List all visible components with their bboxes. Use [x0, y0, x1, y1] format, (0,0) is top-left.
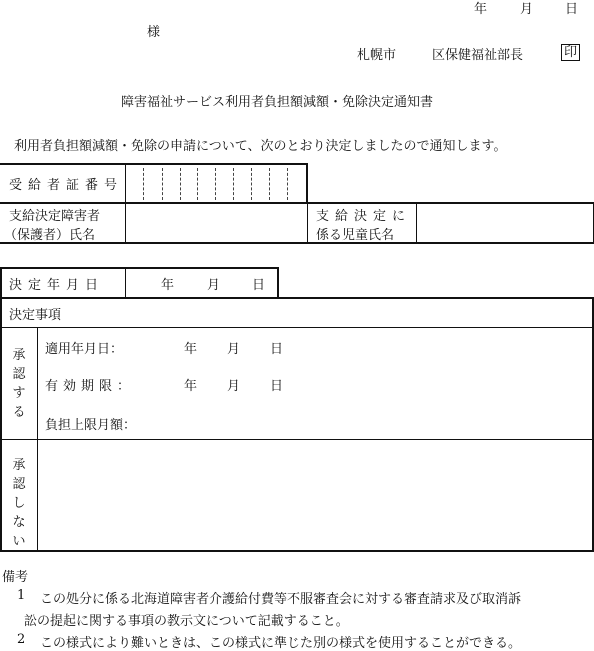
valid-year-label: 年 — [184, 379, 198, 394]
note2-text: この様式により難いときは、この様式に準じた別の様式を使用することができる。 — [40, 636, 522, 651]
decision-month-label: 月 — [207, 278, 221, 293]
holder-name-label-line2: （保護者）氏名 — [4, 228, 96, 243]
note1-number: 1 — [17, 588, 26, 603]
recipient-suffix: 様 — [147, 25, 161, 40]
apply-year-label: 年 — [184, 342, 198, 357]
child-name-field[interactable] — [422, 214, 588, 234]
approve-label: 承認する — [12, 348, 26, 420]
note1-line2: 訟の提起に関する事項の教示文について記載すること。 — [24, 614, 349, 629]
valid-day-label: 日 — [270, 379, 284, 394]
cert-number-label: 受給者証番号 — [9, 178, 124, 193]
holder-name-field[interactable] — [130, 214, 300, 234]
issuer-department: 区保健福祉部長 — [432, 48, 524, 63]
decision-year-label: 年 — [161, 278, 175, 293]
notes-heading: 備考 — [2, 570, 29, 585]
apply-month-label: 月 — [227, 342, 241, 357]
child-name-label-line2: 係る児童氏名 — [316, 228, 395, 243]
intro-text: 利用者負担額減額・免除の申請について、次のとおり決定しましたので通知します。 — [14, 139, 507, 154]
holder-name-label-line1: 支給決定障害者 — [9, 209, 101, 224]
reject-label: 承認しない — [12, 458, 26, 549]
monthly-cap-label: 負担上限月額： — [45, 418, 137, 433]
valid-period-label: 有効期限： — [45, 379, 136, 394]
document-title: 障害福祉サービス利用者負担額減額・免除決定通知書 — [121, 95, 434, 110]
date-month-label: 月 — [520, 2, 534, 17]
apply-day-label: 日 — [270, 342, 284, 357]
note1-line1: この処分に係る北海道障害者介護給付費等不服審査会に対する審査請求及び取消訴 — [40, 592, 522, 607]
decision-date-label: 決定年月日 — [9, 278, 105, 293]
issuer-city: 札幌市 — [357, 48, 397, 63]
date-year-label: 年 — [474, 2, 488, 17]
apply-date-label: 適用年月日： — [45, 342, 124, 357]
child-name-label-line1: 支給決定に — [316, 209, 412, 224]
note2-number: 2 — [17, 632, 26, 647]
decision-items-label: 決定事項 — [9, 308, 62, 323]
date-day-label: 日 — [565, 2, 579, 17]
decision-day-label: 日 — [252, 278, 266, 293]
seal-stamp: 印 — [561, 44, 580, 61]
valid-month-label: 月 — [227, 379, 241, 394]
